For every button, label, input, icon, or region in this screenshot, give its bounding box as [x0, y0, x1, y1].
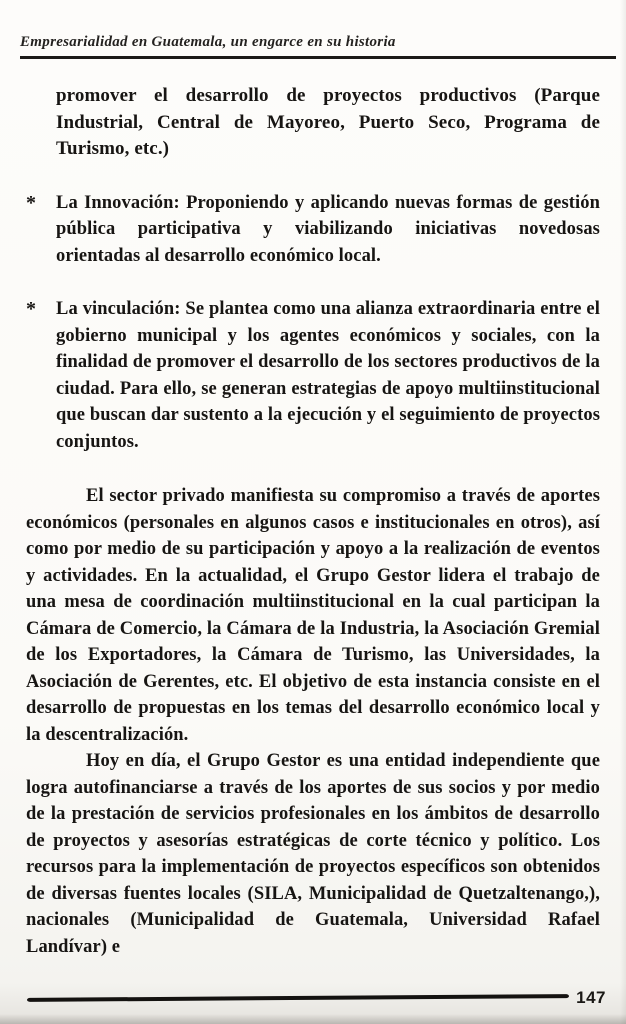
- paragraph-hoy-en-dia: Hoy en día, el Grupo Gestor es una entidad independiente que logra autofinanciarse a través de los aportes de sus socios y por medio de la prestación de servicios profesionales en los ámbitos de desarrollo de proyectos y asesorías estratégicas de corte técnico y político. Los recursos para la implementación de proyectos específicos son obtenidos de diversas fuentes locales (SILA, Municipalidad de Quetzaltenango,), nacionales (Municipalidad de Guatemala, Universidad Rafael Landívar) e: [26, 751, 600, 957]
- page-footer: [27, 988, 606, 1008]
- page-body: [26, 83, 600, 960]
- bullet-text-vinculacion: La vinculación: Se plantea como una alianza extraordinaria entre el gobierno municipal y los agentes económicos y sociales, con la finalidad de promover el desarrollo de los sectores productivos de la ciudad. Para ello, se generan estrategias de apoyo multiinstitucional que buscan dar sustento a la ejecución y el seguimiento de proyectos conjuntos.: [56, 299, 600, 452]
- page-number: 147: [576, 988, 606, 1007]
- footer-rule: [27, 994, 569, 1002]
- bullet-asterisk-marker: *: [26, 191, 37, 214]
- scan-right-shadow: [620, 0, 626, 1024]
- continuation-paragraph: promover el desarrollo de proyectos productivos (Parque Industrial, Central de Mayoreo, Puerto Seco, Programa de Turismo, etc.): [56, 85, 600, 159]
- running-header: [20, 34, 616, 59]
- paragraph-sector-privado: El sector privado manifiesta su compromiso a través de aportes económicos (personales en algunos casos e institucionales en otros), así como por medio de su participación y apoyo a la realización de eventos y actividades. En la actualidad, el Grupo Gestor lidera el trabajo de una mesa de coordinación multiinstitucional en la cual participan la Cámara de Comercio, la Cámara de la Industria, la Asociación Gremial de los Exportadores, la Cámara de Turismo, las Universidades, la Asociación de Gerentes, etc. El objetivo de esta instancia consiste en el desarrollo de propuestas en los temas del desarrollo económico local y la descentralización.: [26, 486, 600, 745]
- bullet-item-vinculacion: [26, 296, 600, 455]
- bullet-item-innovacion: [26, 190, 600, 270]
- scan-bottom-shadow: [0, 1014, 626, 1024]
- running-header-title: Empresarialidad en Guatemala, un engarce en su historia: [20, 34, 396, 50]
- bullet-asterisk-marker: *: [26, 298, 37, 320]
- bullet-text-innovacion: La Innovación: Proponiendo y aplicando nuevas formas de gestión pública participativa y viabilizando iniciativas novedosas orientadas al desarrollo económico local.: [56, 192, 600, 266]
